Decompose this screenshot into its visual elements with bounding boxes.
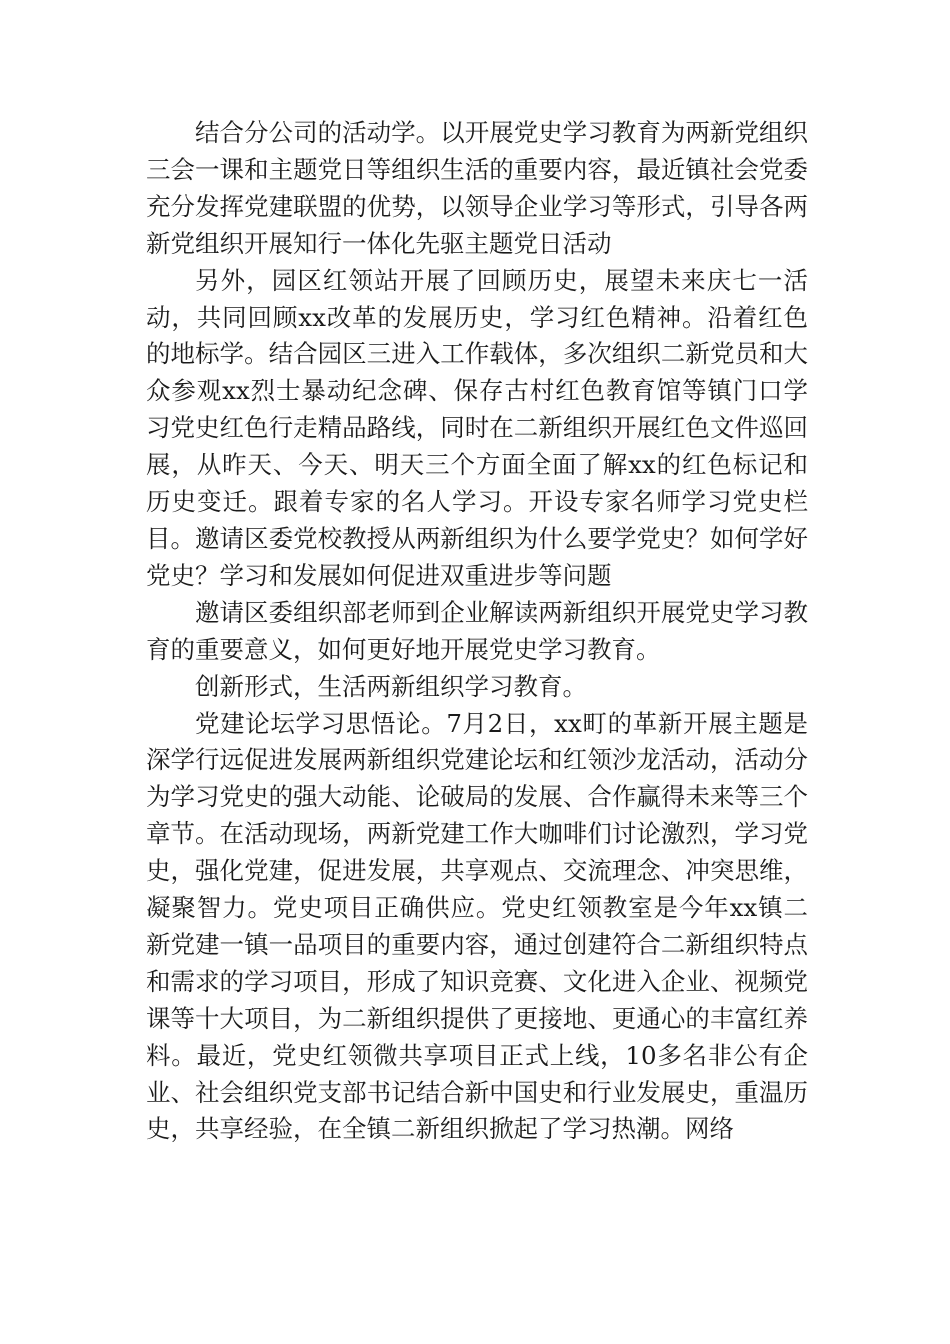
paragraph-3: 邀请区委组织部老师到企业解读两新组织开展党史学习教育的重要意义，如何更好地开展党史学习教育。 (146, 597, 808, 664)
document-body (146, 115, 808, 1148)
paragraph-5: 党建论坛学习思悟论。7月2日，xx町的革新开展主题是深学行远促进发展两新组织党建论坛和红领沙龙活动，活动分为学习党史的强大动能、论破局的发展、合作赢得未来等三个章节。在活动现场，两新党建工作大咖啡们讨论激烈，学习党史，强化党建，促进发展，共享观点、交流理念、冲突思维，凝聚智力。党史项目正确供应。党史红领教室是今年xx镇二新党建一镇一品项目的重要内容，通过创建符合二新组织特点和需求的学习项目，形成了知识竞赛、文化进入企业、视频党课等十大项目，为二新组织提供了更接地、更通心的丰富红养料。最近，党史红领微共享项目正式上线，10多名非公有企业、社会组织党支部书记结合新中国史和行业发展史，重温历史，共享经验，在全镇二新组织掀起了学习热潮。网络 (146, 708, 808, 1144)
paragraph-1: 结合分公司的活动学。以开展党史学习教育为两新党组织三会一课和主题党日等组织生活的重要内容，最近镇社会党委充分发挥党建联盟的优势，以领导企业学习等形式，引导各两新党组织开展知行一体化先驱主题党日活动 (146, 118, 808, 258)
paragraph-2: 另外，园区红领站开展了回顾历史，展望未来庆七一活动，共同回顾xx改革的发展历史，学习红色精神。沿着红色的地标学。结合园区三进入工作载体，多次组织二新党员和大众参观xx烈士暴动纪念碑、保存古村红色教育馆等镇门口学习党史红色行走精品路线，同时在二新组织开展红色文件巡回展，从昨天、今天、明天三个方面全面了解xx的红色标记和历史变迁。跟着专家的名人学习。开设专家名师学习党史栏目。邀请区委党校教授从两新组织为什么要学党史？如何学好党史？学习和发展如何促进双重进步等问题 (146, 265, 808, 590)
paragraph-4: 创新形式，生活两新组织学习教育。 (195, 671, 587, 701)
